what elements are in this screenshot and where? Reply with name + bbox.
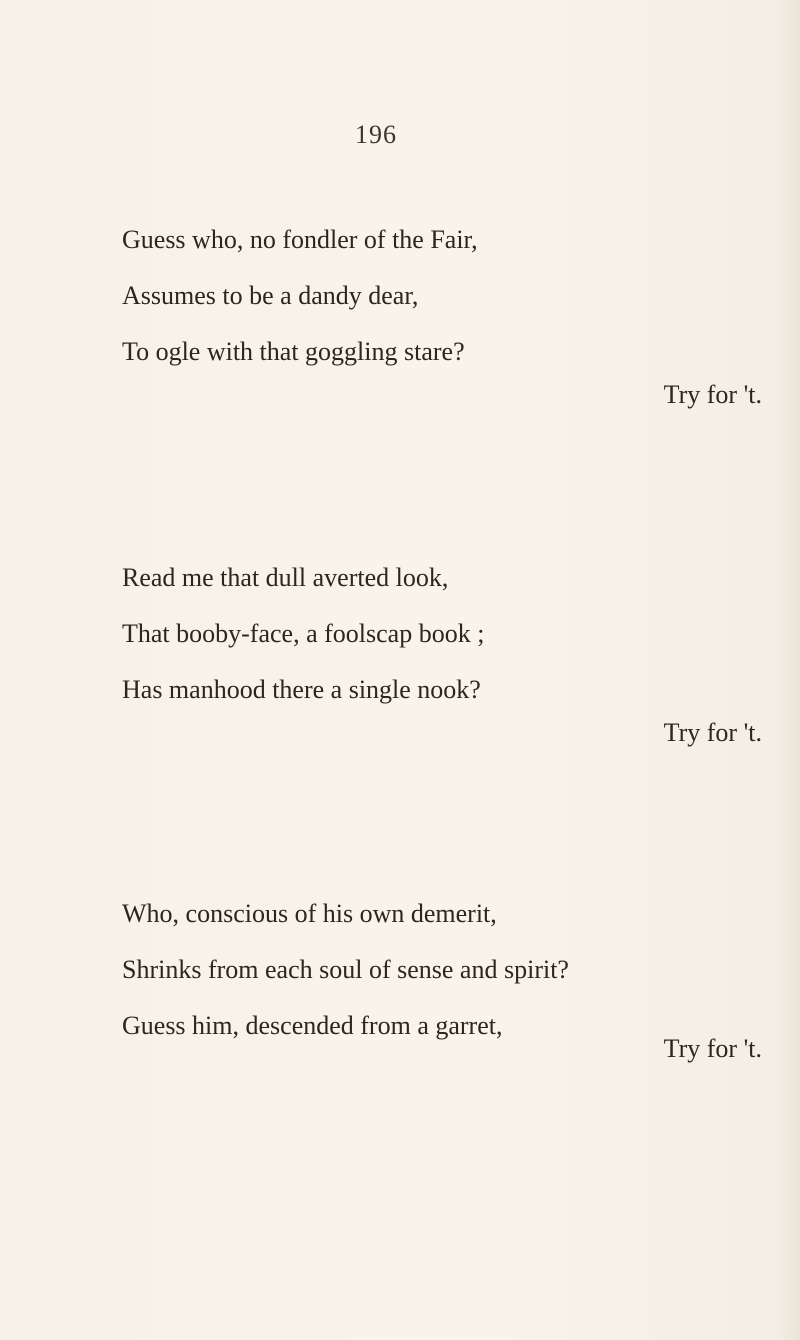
verse-line: Read me that dull averted look, — [122, 563, 449, 592]
verse-line: Shrinks from each soul of sense and spirit? — [122, 955, 569, 984]
stanza-2 — [122, 550, 762, 790]
page-number: 196 — [355, 120, 397, 149]
refrain: Try for 't. — [663, 380, 762, 409]
verse-line: Guess him, descended from a garret, — [122, 1011, 503, 1040]
verse-line: Assumes to be a dandy dear, — [122, 281, 419, 310]
refrain: Try for 't. — [663, 718, 762, 747]
stanza-1 — [122, 212, 762, 452]
refrain: Try for 't. — [663, 1034, 762, 1063]
verse-line: Who, conscious of his own demerit, — [122, 899, 497, 928]
verse-line: That booby-face, a foolscap book ; — [122, 619, 485, 648]
verse-line: Guess who, no fondler of the Fair, — [122, 225, 478, 254]
stanza-3 — [122, 886, 762, 1126]
verse-line: Has manhood there a single nook? — [122, 675, 481, 704]
verse-line: To ogle with that goggling stare? — [122, 337, 465, 366]
